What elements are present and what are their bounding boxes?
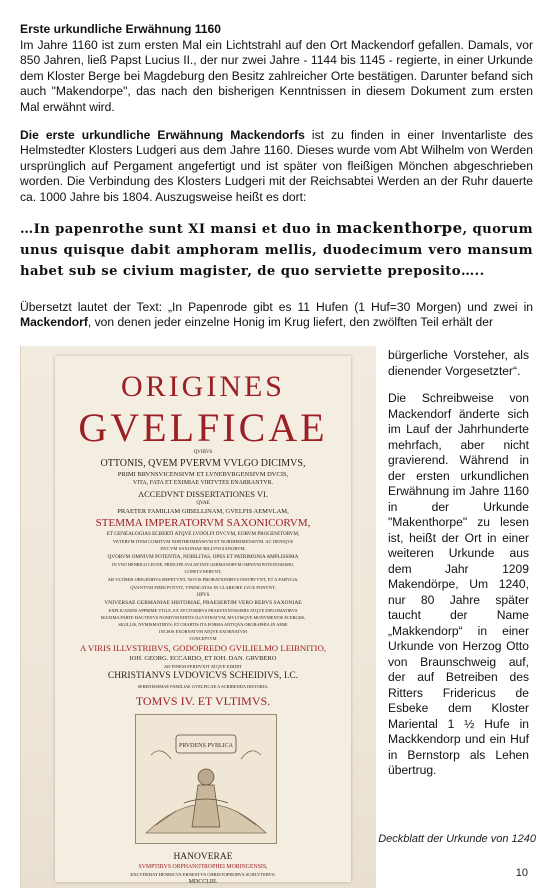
- frontispiece-engraving: [135, 714, 277, 844]
- tp-line-25: CONCEPTVM: [189, 636, 217, 641]
- section-1-body: Im Jahre 1160 ist zum ersten Mal ein Lichtstrahl auf den Ort Mackendorf gefallen. Damals, vor 850 Jahren, ließ Papst Lucius II., der nur zwei Jahre - 1144 bis 1145 - regierte, in einer Urkunde dem Kloster Berge bei Magdeburg den Besitz zahlreicher Orte bestätigen. Darunter befand sich auch "Makendorpe", das nach den bisherigen Kenntnissen in diesem Dokument zum ersten Mal erwähnt wird.: [20, 37, 533, 114]
- tp-line-3: QVIBVS: [193, 450, 213, 455]
- tp-line-9: PRAETER FAMILIAM GIBELLINAM, GVELFIS AEMVLAM,: [117, 508, 289, 515]
- tp-line-24: INCISIS EXORNATVM ATQVE EXORNATVM: [159, 629, 247, 634]
- latin-quote-part-b: , quorum unus quisque dabit amphoram mellis, duodecimum vero mansum habet sub se civium magister, de quo serviette preposito…..: [20, 221, 533, 279]
- side-column-body: Die Schreibweise von Mackendorf änderte sich im Lauf der Jahrhunderte mehrfach, aber nicht gravierend. Während in der ersten urkundlichen Erwähnung im Jahre 1160 in der Urkunde "Makenthorpe" zu lesen ist, heißt der Ort in einer weiteren Urkunde aus dem Jahr 1209 Makendörpe, Um 1240, nur 80 Jahre später taucht der Name „Makkendorp“ in einer Urkunde von Herzog Otto von Braunschweig auf, der auf Betreiben des Ritters Fridericus de Esbeke dem Kloster Mariental 1 ½ Hufe in Mackkendorp und ein Huf in Bernstorp als Lehen übertrug.: [388, 391, 529, 777]
- tp-line-5: PRIMI BRVNSVICENSIVM ET LVNEBVRGENSIVM DVCIS,: [117, 471, 289, 478]
- tp-line-4: OTTONIS, QVEM PVERVM VVLGO DICIMVS,: [100, 458, 306, 469]
- tp-line-20: VNIVERSAE GERMANIAE HISTORIAE, PRAESERTIM VERO REBVS SAXONIAE: [104, 600, 302, 606]
- tp-line-17: AB VLTIMIS ORIGINIBVS REPETVNT, NOVIS PROBATIONIBVS INSTRVVNT, ET A FABVLIS,: [107, 577, 299, 582]
- tp-leibnitio: A VIRIS ILLVSTRIBVS, GODOFREDO GVILIELMO LEIBNITIO,: [79, 643, 327, 653]
- translation-intro: [20, 300, 533, 331]
- tp-line-22: MAXIMA PARTE HACTENVS NONDVM EDITIS ILLVSTRATVM, MVLTISQVE MONVMENTIS ECERGIIS,: [100, 615, 306, 620]
- tp-stemma: STEMMA IMPERATORVM SAXONICORVM,: [95, 517, 311, 529]
- document-page: [20, 22, 533, 331]
- tp-line-12: VETERVM ITEM COMITVM NORTHEIMENSIVM ET NORDHEIMENSIVM, AC DENIQVE: [112, 539, 294, 544]
- tp-line-11: ET GENEALOGIAS ECBERTI ATQVE LVDOLFI DVCVM, EORVM PROGENITORVM,: [106, 531, 300, 537]
- tp-line-18: QVANTVM FIERI POTVIT, VINDICATAS IN CLARIORE LVCE PONVNT,: [130, 585, 276, 590]
- title-page-image: [20, 346, 376, 888]
- tp-line-13: DVCVM SAXONIAE BILLVNGIANORVM,: [160, 546, 246, 551]
- tp-line-19: OPVS: [196, 593, 210, 598]
- section-2-body: ist zu finden in einer Inventarliste des Helmstedter Klosters Ludgeri aus dem Jahre 1160. Dieses wurde vom Abt Wilhelm von Werden ursprünglich auf Pergament angefertigt und ist später von fleißigen Mönchen abgeschrieben worden. Die Verbindung des Klosters Ludgeri mit der Reichsabtei Werden an der Ruhr dauerte ca. 1000 Jahre bis 1804. Auszugsweise heißt es dort:: [20, 127, 533, 204]
- latin-quote-part-a: …In papenrothe sunt XI mansi et duo in: [20, 221, 337, 237]
- tp-line-7: ACCEDVNT DISSERTATIONES VI.: [137, 489, 268, 499]
- tp-line-23: SIGILLIS, NVMISMATIBVS, ET CHARTIS ITA FORMA ANTIQVA ORGRAPHIA IN AERE: [118, 622, 288, 627]
- latin-quote: [20, 218, 533, 282]
- tp-hanoverae: HANOVERAE: [173, 852, 233, 862]
- tp-tomvs: TOMVS IV. ET VLTIMVS.: [135, 694, 271, 708]
- translation-part-b: , von denen jeder einzelne Honig im Krug liefert, den zwölften Teil erhält der: [87, 315, 494, 330]
- section-2: [20, 128, 533, 206]
- title-page-sheet: [55, 356, 351, 885]
- side-column-continued: bürgerliche Vorsteher, als dienender Vorgesetzter“.: [388, 348, 529, 378]
- latin-quote-mackenthorpe: mackenthorpe: [336, 218, 463, 237]
- tp-line-35: EXCVDEBAT HENRICVS ERNESTVS CHRISTOPHORVS SCHLVTERVS.: [130, 872, 276, 877]
- translation-part-a: Übersetzt lautet der Text: „In Papenrode gibt es 11 Hufen (1 Huf=30 Morgen) und zwei in: [20, 299, 533, 314]
- tp-line-21: EXPLICANDIS APPRIME VTILE, EX AVCTORIBVS PRAESTANTISSIMIS ATQVE DIPLOMATIBVS: [108, 608, 298, 613]
- image-caption: Deckblatt der Urkunde von 1240: [378, 833, 536, 845]
- section-1-heading: Erste urkundliche Erwähnung 1160: [20, 22, 221, 36]
- engraving-icon: [136, 715, 276, 843]
- translation-bold-mackendorf: Mackendorf: [20, 315, 88, 330]
- prudens-publica-label: PRVDENS PVBLICA: [178, 743, 234, 749]
- tp-line-28: AD FINEM PERDVXIT ATQVE EDIDIT: [163, 664, 243, 669]
- tp-line-16: CONFLVXERVNT,: [184, 569, 222, 574]
- tp-line-30: SERENISSIMAE FAMILIAE GVELFICAE A SCRIBENDA HISTORIA.: [137, 684, 269, 689]
- tp-origines: ORIGINES: [121, 370, 285, 403]
- tp-gvelficae: GVELFICAE: [78, 405, 328, 450]
- tp-line-27: IOH. GEORG. ECCARDO, ET IOH. DAN. GRVBERO: [129, 655, 277, 662]
- tp-year: MDCCLIII.: [188, 879, 218, 885]
- tp-line-14: QVORVM OMNIVM POTENTIA, NOBILITAS, OPES ET PATRIMONIA AMPLISSIMA: [107, 554, 299, 560]
- tp-line-8: QVAE: [196, 501, 210, 506]
- side-column: [388, 348, 529, 791]
- section-2-heading: Die erste urkundliche Erwähnung Mackendorfs: [20, 127, 305, 142]
- page-number: 10: [515, 867, 528, 879]
- section-1: [20, 22, 533, 116]
- tp-scheidius: CHRISTIANVS LVDOVICVS SCHEIDIVS, I.C.: [107, 671, 299, 681]
- tp-line-6: VITA, FATA ET EXIMIAE VIRTVTES ENARRANTVR.: [132, 480, 274, 486]
- tp-line-15: IN VNO HENRICO LEONE, PRINCIPE SVA AETATE GERMANORVM OMNIVM POTENTISSIMO,: [112, 562, 294, 567]
- tp-line-34: SVMPTIBVS ORPHANOTROPHEI MORINGENSIS,: [138, 864, 268, 870]
